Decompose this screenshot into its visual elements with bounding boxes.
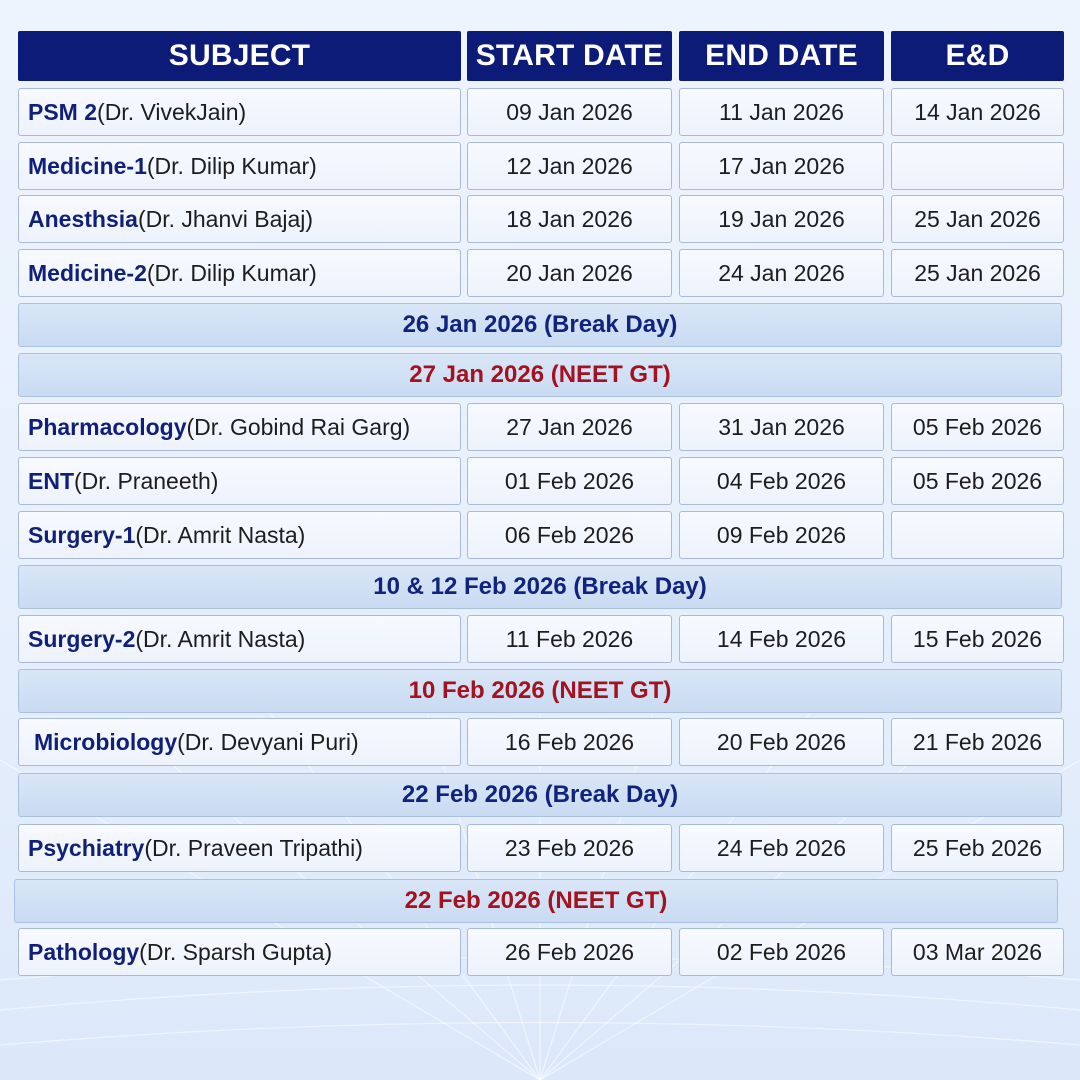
row-ed-date: 05 Feb 2026	[891, 457, 1064, 505]
row-subject	[18, 195, 461, 243]
row-end-date: 31 Jan 2026	[679, 403, 884, 451]
row-start-date: 16 Feb 2026	[467, 718, 672, 766]
subject-doctor: (Dr. Devyani Puri)	[177, 728, 359, 755]
subject-doctor: (Dr. Praneeth)	[74, 467, 219, 494]
subject-doctor: (Dr. Amrit Nasta)	[135, 625, 306, 652]
row-subject	[18, 511, 461, 559]
row-ed-date: 14 Jan 2026	[891, 88, 1064, 136]
subject-name: Anesthsia	[28, 205, 138, 232]
subject-name: PSM 2	[28, 98, 98, 125]
subject-doctor: (Dr. Praveen Tripathi)	[144, 834, 363, 861]
row-ed-date: 25 Jan 2026	[891, 249, 1064, 297]
row-start-date: 23 Feb 2026	[467, 824, 672, 872]
row-ed-date	[891, 142, 1064, 190]
row-end-date: 20 Feb 2026	[679, 718, 884, 766]
header-subject: SUBJECT	[18, 31, 461, 81]
row-end-date: 11 Jan 2026	[679, 88, 884, 136]
subject-name: Medicine-2	[28, 259, 147, 286]
subject-doctor: (Dr. Dilip Kumar)	[146, 152, 317, 179]
row-start-date: 06 Feb 2026	[467, 511, 672, 559]
row-ed-date	[891, 511, 1064, 559]
neet-gt-band: 27 Jan 2026 (NEET GT)	[18, 353, 1062, 397]
row-ed-date: 15 Feb 2026	[891, 615, 1064, 663]
row-ed-date: 05 Feb 2026	[891, 403, 1064, 451]
row-start-date: 26 Feb 2026	[467, 928, 672, 976]
row-ed-date: 03 Mar 2026	[891, 928, 1064, 976]
row-subject	[18, 718, 461, 766]
row-end-date: 24 Feb 2026	[679, 824, 884, 872]
header-end-date: END DATE	[679, 31, 884, 81]
row-end-date: 19 Jan 2026	[679, 195, 884, 243]
subject-name: Surgery-1	[28, 521, 136, 548]
row-end-date: 17 Jan 2026	[679, 142, 884, 190]
row-end-date: 09 Feb 2026	[679, 511, 884, 559]
subject-doctor: (Dr. Gobind Rai Garg)	[186, 413, 411, 440]
subject-doctor: (Dr. VivekJain)	[97, 98, 247, 125]
subject-name: Pharmacology	[28, 413, 187, 440]
subject-doctor: (Dr. Dilip Kumar)	[146, 259, 317, 286]
subject-name: ENT	[28, 467, 74, 494]
row-end-date: 04 Feb 2026	[679, 457, 884, 505]
row-ed-date: 25 Feb 2026	[891, 824, 1064, 872]
row-ed-date: 25 Jan 2026	[891, 195, 1064, 243]
row-start-date: 27 Jan 2026	[467, 403, 672, 451]
subject-name: Microbiology	[34, 728, 178, 755]
row-subject	[18, 88, 461, 136]
subject-name: Medicine-1	[28, 152, 147, 179]
row-start-date: 01 Feb 2026	[467, 457, 672, 505]
header-ed: E&D	[891, 31, 1064, 81]
row-subject	[18, 403, 461, 451]
row-ed-date: 21 Feb 2026	[891, 718, 1064, 766]
row-start-date: 12 Jan 2026	[467, 142, 672, 190]
row-end-date: 02 Feb 2026	[679, 928, 884, 976]
header-start-date: START DATE	[467, 31, 672, 81]
row-subject	[18, 249, 461, 297]
row-start-date: 20 Jan 2026	[467, 249, 672, 297]
row-subject	[18, 142, 461, 190]
subject-name: Psychiatry	[28, 834, 145, 861]
row-subject	[18, 457, 461, 505]
break-day-band: 10 & 12 Feb 2026 (Break Day)	[18, 565, 1062, 609]
subject-name: Surgery-2	[28, 625, 136, 652]
row-end-date: 24 Jan 2026	[679, 249, 884, 297]
row-subject	[18, 928, 461, 976]
row-subject	[18, 615, 461, 663]
row-start-date: 11 Feb 2026	[467, 615, 672, 663]
neet-gt-band: 10 Feb 2026 (NEET GT)	[18, 669, 1062, 713]
subject-doctor: (Dr. Amrit Nasta)	[135, 521, 306, 548]
break-day-band: 26 Jan 2026 (Break Day)	[18, 303, 1062, 347]
row-start-date: 18 Jan 2026	[467, 195, 672, 243]
subject-name: Pathology	[28, 938, 140, 965]
break-day-band: 22 Feb 2026 (Break Day)	[18, 773, 1062, 817]
subject-doctor: (Dr. Jhanvi Bajaj)	[137, 205, 314, 232]
subject-doctor: (Dr. Sparsh Gupta)	[139, 938, 333, 965]
row-start-date: 09 Jan 2026	[467, 88, 672, 136]
row-end-date: 14 Feb 2026	[679, 615, 884, 663]
neet-gt-band: 22 Feb 2026 (NEET GT)	[14, 879, 1058, 923]
row-subject	[18, 824, 461, 872]
